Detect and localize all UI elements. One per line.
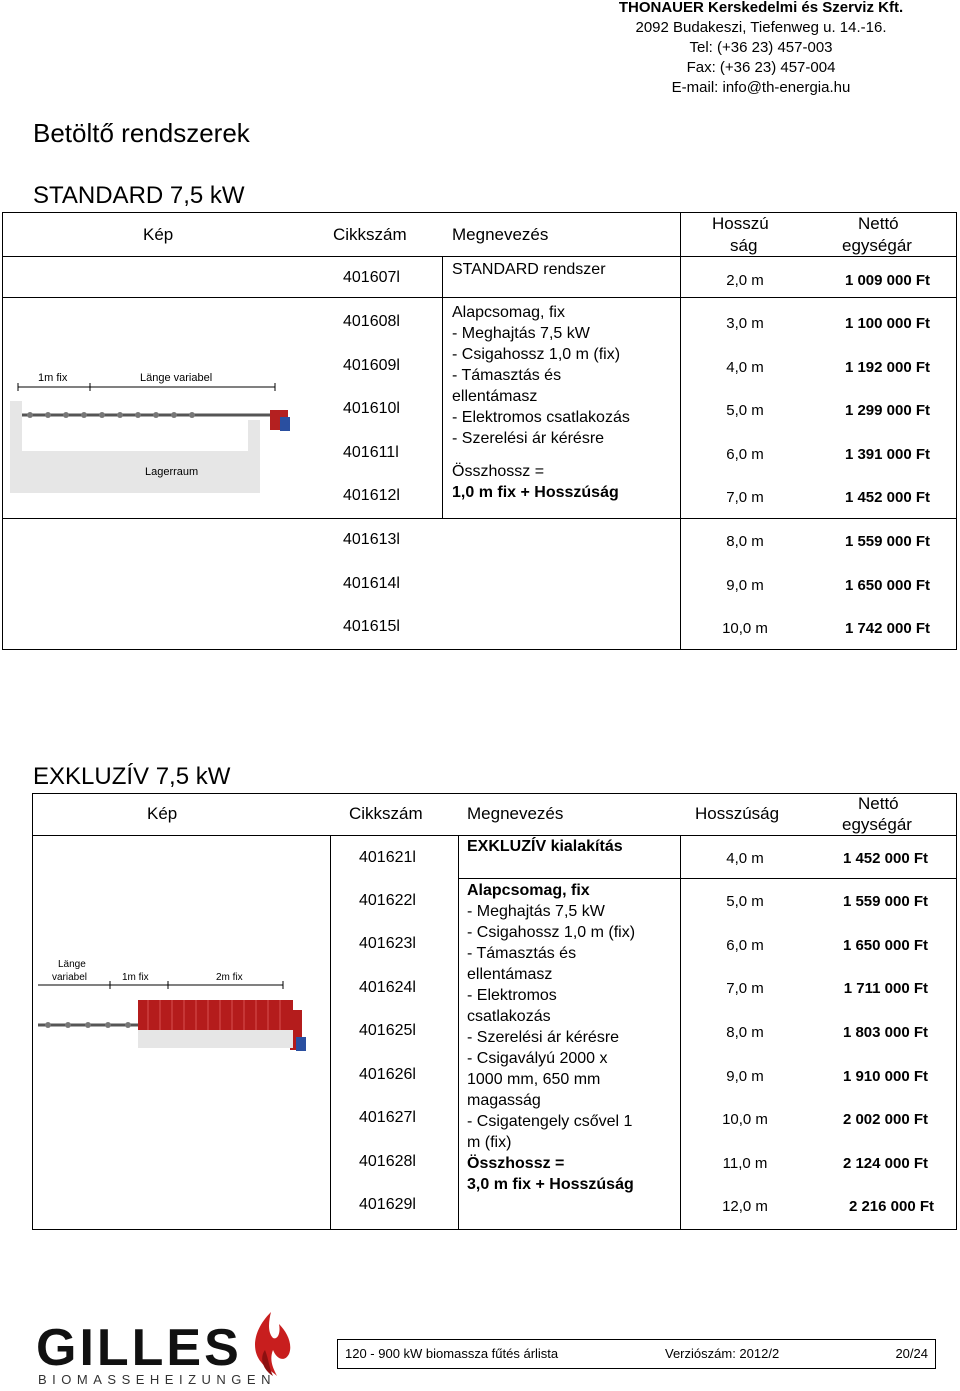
exc-description (467, 880, 677, 1195)
exc-desc-line: ellentámasz (467, 966, 553, 983)
std-row-price: 1 192 000 Ft (844, 359, 930, 376)
exc-desc-line: - Csigatengely csővel 1 (467, 1113, 633, 1130)
std-row-price: 1 650 000 Ft (844, 577, 930, 594)
exc-desc-total-1: Összhossz = (467, 1155, 565, 1172)
exc-row-length: 10,0 m (722, 1111, 768, 1128)
std-row-code: 401615l (343, 618, 400, 635)
footer-info-box (337, 1339, 936, 1369)
exclusive-section-title: EXKLUZÍV 7,5 kW (33, 763, 231, 790)
std-row-code: 401614l (343, 575, 400, 592)
std-row-length: 8,0 m (726, 533, 764, 550)
exc-desc-line: - Elektromos (467, 987, 557, 1004)
std-row-length: 6,0 m (726, 446, 764, 463)
exc-row-code: 401621l (359, 849, 416, 866)
exc-header-price-1: Nettó (858, 794, 899, 813)
exc-row-length: 9,0 m (726, 1068, 764, 1085)
std-desc-line: - Támasztás és (452, 367, 562, 384)
exc-row-price: 1 910 000 Ft (842, 1068, 928, 1085)
flame-logo-icon (243, 1310, 298, 1380)
std-desc-line: - Meghajtás 7,5 kW (452, 325, 590, 342)
std-row-price: 1 559 000 Ft (844, 533, 930, 550)
exc-row-code: 401623l (359, 935, 416, 952)
exc-header-code: Cikkszám (349, 804, 423, 823)
exc-row-price: 1 711 000 Ft (843, 980, 928, 997)
exc-desc-line: 1000 mm, 650 mm (467, 1071, 601, 1088)
exc-row-length: 8,0 m (726, 1024, 764, 1041)
exc-desc-line: Alapcsomag, fix (467, 882, 590, 899)
exc-row-code: 401627l (359, 1109, 416, 1126)
std-row-length: 3,0 m (726, 315, 764, 332)
exc-row-length: 7,0 m (726, 980, 764, 997)
company-header (596, 0, 926, 98)
std-header-image: Kép (143, 225, 174, 244)
std-row-price: 1 009 000 Ft (844, 272, 930, 289)
exc-header-length: Hosszúság (695, 804, 780, 823)
std-row-length: 9,0 m (726, 577, 764, 594)
std-row-length: 7,0 m (726, 489, 764, 506)
exc-row-length: 5,0 m (726, 893, 764, 910)
std-row-code: 401613l (343, 531, 400, 548)
exc-first-name: EXKLUZÍV kialakítás (467, 838, 623, 855)
std-diagram-storage-label: Lagerraum (145, 466, 199, 478)
exc-desc-line: - Csigavályú 2000 x (467, 1050, 608, 1067)
exc-row-price: 2 124 000 Ft (842, 1155, 928, 1172)
std-row-length: 4,0 m (726, 359, 764, 376)
std-diagram-fix-label: 1m fix (38, 372, 68, 384)
exc-desc-line: - Szerelési ár kérésre (467, 1029, 620, 1046)
std-desc-line: - Elektromos csatlakozás (452, 409, 630, 426)
exc-row-price: 2 216 000 Ft (848, 1198, 934, 1215)
std-header-name: Megnevezés (452, 225, 549, 244)
std-desc-line: - Szerelési ár kérésre (452, 430, 605, 447)
std-row-length: 2,0 m (726, 272, 764, 289)
exc-row-price: 2 002 000 Ft (842, 1111, 928, 1128)
company-fax: Fax: (+36 23) 457-004 (686, 59, 836, 76)
exc-row-code: 401625l (359, 1022, 416, 1039)
exc-row-price: 1 559 000 Ft (842, 893, 928, 910)
exc-desc-line: - Meghajtás 7,5 kW (467, 903, 605, 920)
exc-diagram-fix1-label: 1m fix (122, 972, 149, 983)
footer-version: Verziószám: 2012/2 (665, 1346, 780, 1361)
exc-row-price: 1 803 000 Ft (842, 1024, 928, 1041)
std-row-code: 401608l (343, 313, 400, 330)
company-tel: Tel: (+36 23) 457-003 (689, 39, 833, 56)
exc-row-length: 6,0 m (726, 937, 764, 954)
company-email[interactable]: E-mail: info@th-energia.hu (671, 79, 851, 96)
exc-diagram-variable-label-1: Länge (58, 959, 86, 970)
footer-pricelist: 120 - 900 kW biomassza fűtés árlista (345, 1346, 559, 1361)
std-row-length: 5,0 m (726, 402, 764, 419)
std-row-price: 1 742 000 Ft (844, 620, 930, 637)
standard-diagram (10, 365, 300, 500)
exc-row-code: 401624l (359, 979, 416, 996)
exc-row-length: 4,0 m (726, 850, 764, 867)
std-desc-line: ellentámasz (452, 388, 538, 405)
exc-header-name: Megnevezés (467, 804, 564, 823)
exc-row-code: 401626l (359, 1066, 416, 1083)
std-header-length-2: ság (730, 236, 758, 255)
exc-desc-line: m (fix) (467, 1134, 512, 1151)
exc-row-length: 12,0 m (722, 1198, 768, 1215)
std-row-price: 1 100 000 Ft (844, 315, 930, 332)
std-desc-line: Alapcsomag, fix (452, 304, 565, 321)
std-desc-line: - Csigahossz 1,0 m (fix) (452, 346, 621, 363)
std-row-code: 401610l (343, 400, 400, 417)
std-header-price-1: Nettó (858, 214, 899, 233)
exc-row-price: 1 452 000 Ft (842, 850, 928, 867)
standard-section-title: STANDARD 7,5 kW (33, 182, 245, 209)
exc-header-price-2: egységár (842, 815, 912, 834)
exc-row-price: 1 650 000 Ft (842, 937, 928, 954)
exc-desc-line: csatlakozás (467, 1008, 551, 1025)
std-header-price-2: egységár (842, 236, 912, 255)
exc-header-image: Kép (147, 804, 178, 823)
std-description (452, 302, 677, 503)
exc-desc-line: magasság (467, 1092, 541, 1109)
std-row-code: 401612l (343, 487, 400, 504)
std-row-length: 10,0 m (722, 620, 768, 637)
gilles-logo: GILLES (36, 1319, 242, 1377)
std-row-code: 401609l (343, 357, 400, 374)
std-row-code: 401611l (343, 444, 399, 461)
exc-desc-total-2: 3,0 m fix + Hosszúság (467, 1176, 634, 1193)
exc-desc-line: - Csigahossz 1,0 m (fix) (467, 924, 636, 941)
exclusive-diagram (38, 955, 318, 1065)
std-desc-total-1: Összhossz = (452, 463, 545, 480)
std-header-length-1: Hosszú (712, 214, 769, 233)
footer-page-number: 20/24 (895, 1346, 928, 1361)
company-name: THONAUER Kerskedelmi és Szerviz Kft. (618, 0, 904, 16)
exc-row-code: 401622l (359, 892, 416, 909)
std-row-price: 1 452 000 Ft (844, 489, 930, 506)
std-diagram-variable-label: Länge variabel (140, 372, 213, 384)
exc-diagram-variable-label-2: variabel (52, 972, 88, 983)
exc-row-code: 401629l (359, 1196, 416, 1213)
exc-desc-line: - Támasztás és (467, 945, 577, 962)
std-row-price: 1 299 000 Ft (844, 402, 930, 419)
exc-row-code: 401628l (359, 1153, 416, 1170)
std-first-name: STANDARD rendszer (452, 261, 606, 278)
gilles-logo-subtitle: BIOMASSEHEIZUNGEN (38, 1372, 276, 1387)
std-row-code: 401607l (343, 269, 400, 286)
std-header-code: Cikkszám (333, 225, 407, 244)
page-title: Betöltő rendszerek (33, 118, 250, 148)
exc-diagram-fix2-label: 2m fix (216, 972, 243, 983)
std-row-price: 1 391 000 Ft (844, 446, 930, 463)
company-address: 2092 Budakeszi, Tiefenweg u. 14.-16. (635, 19, 887, 36)
exc-row-length: 11,0 m (722, 1155, 768, 1172)
std-desc-total-2: 1,0 m fix + Hosszúság (452, 484, 619, 501)
